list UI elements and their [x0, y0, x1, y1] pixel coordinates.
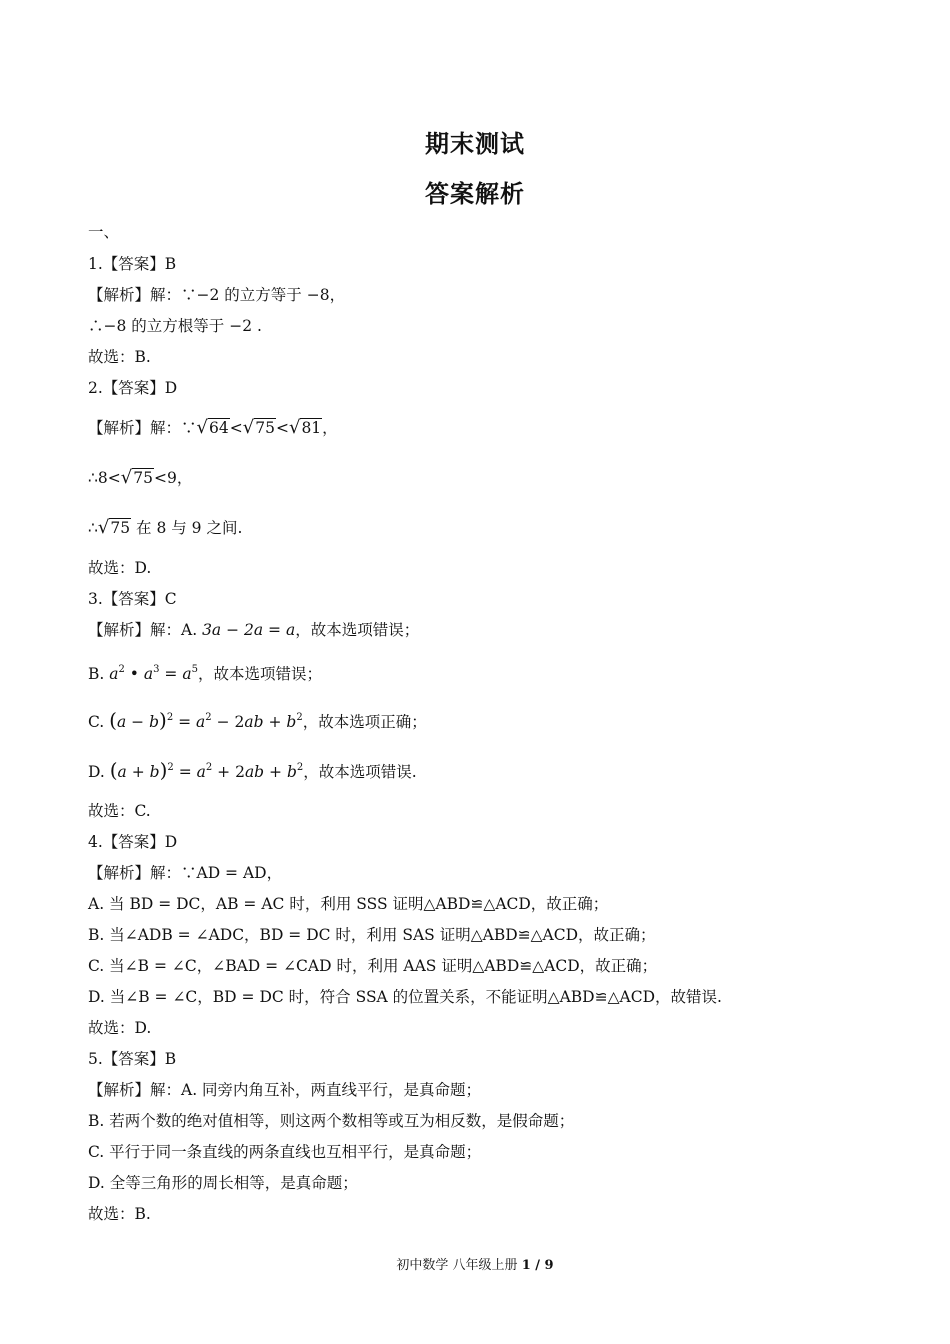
- num-9: 9: [166, 469, 177, 487]
- comma: ，: [176, 469, 193, 487]
- q5-choose: 故选：B.: [88, 1205, 151, 1223]
- q3-option-d: D. $(a + b)^2 = a^2 + 2ab + b^2$，故本选项错误.: [88, 758, 417, 782]
- q2-analysis-line-2: [88, 468, 192, 488]
- q5-option-c: C. 平行于同一条直线的两条直线也互相平行，是真命题；: [88, 1143, 482, 1161]
- q5-option-d: D. 全等三角形的周长相等，是真命题；: [88, 1174, 358, 1192]
- q1-answer: 1.【答案】B: [88, 255, 177, 273]
- lt-sign: <: [229, 419, 243, 437]
- sqrt-75: √75: [97, 517, 131, 538]
- q4-option-c: C. 当∠B = ∠C，∠BAD = ∠CAD 时，利用 AAS 证明△ABD≌△ACD，故正确；: [88, 957, 658, 975]
- q4-answer: 4.【答案】D: [88, 833, 178, 851]
- q3-option-a: [88, 620, 419, 640]
- q2-answer: 2.【答案】D: [88, 379, 178, 397]
- q3-choose: 故选：C.: [88, 802, 151, 820]
- q2-analysis-line-1: [88, 418, 338, 438]
- q3-option-b: B. $a^2$ • $a^3 = a^5$，故本选项错误；: [88, 664, 322, 683]
- therefore-sign: ∴: [88, 519, 98, 537]
- q4-option-d: D. 当∠B = ∠C，BD = DC 时，符合 SSA 的位置关系，不能证明△ABD≌△ACD，故错误.: [88, 988, 722, 1006]
- q4-option-a: A. 当 BD = DC，AB = AC 时，利用 SSS 证明△ABD≌△ACD，故正确；: [88, 895, 609, 913]
- q1-analysis-line-2: ∴−8 的立方根等于 −2 .: [88, 317, 262, 335]
- sqrt-75: √75: [242, 417, 275, 438]
- comma: ，: [322, 419, 338, 437]
- q3-b-tail: ，故本选项错误；: [197, 665, 322, 683]
- page-number: 1 / 9: [521, 1258, 554, 1273]
- q4-choose: 故选：D.: [88, 1019, 152, 1037]
- q4-analysis: 【解析】解：∵AD = AD，: [88, 864, 283, 882]
- q5-answer: 5.【答案】B: [88, 1050, 177, 1068]
- q3-a-expr: 3a − 2a = a: [202, 621, 296, 639]
- q2-prefix: 【解析】解：∵: [88, 419, 197, 437]
- q2-between-text: 在 8 与 9 之间.: [131, 519, 243, 537]
- sqrt-64: √64: [196, 417, 229, 438]
- footer-text: 初中数学 八年级上册: [396, 1258, 522, 1273]
- q3-d-tail: ，故本选项错误.: [303, 763, 417, 781]
- q3-answer: 3.【答案】C: [88, 590, 177, 608]
- lt-sign: <: [153, 469, 167, 487]
- q1-analysis-line-1: [88, 285, 345, 305]
- q2-analysis-line-3: [88, 518, 242, 538]
- page-subtitle: 答案解析: [425, 180, 525, 208]
- lt-sign: <: [107, 469, 121, 487]
- q3-c-tail: ，故本选项正确；: [302, 713, 427, 731]
- q1-line1-mid: −2 的立方等于 −8，: [196, 286, 346, 304]
- num-8: 8: [97, 469, 108, 487]
- q5-option-a: 【解析】解：A. 同旁内角互补，两直线平行，是真命题；: [88, 1081, 482, 1099]
- q1-prefix: 【解析】解：∵: [88, 286, 197, 304]
- page-title: 期末测试: [425, 130, 525, 158]
- q5-option-b: B. 若两个数的绝对值相等，则这两个数相等或互为相反数，是假命题；: [88, 1112, 575, 1130]
- page-footer: [0, 1254, 950, 1273]
- section-label: 一、: [88, 223, 120, 241]
- q2-choose: 故选：D.: [88, 559, 152, 577]
- q3-option-c: C. $(a - b)^2 = a^2 - 2ab + b^2$，故本选项正确；: [88, 708, 427, 732]
- q4-option-b: B. 当∠ADB = ∠ADC，BD = DC 时，利用 SAS 证明△ABD≌△ACD，故正确；: [88, 926, 656, 944]
- sqrt-75: √75: [120, 467, 153, 488]
- q3-prefix: 【解析】解：A.: [88, 621, 203, 639]
- sqrt-81: √81: [288, 417, 322, 438]
- therefore-sign: ∴: [88, 469, 98, 487]
- lt-sign: <: [275, 419, 289, 437]
- q3-a-tail: ，故本选项错误；: [295, 621, 420, 639]
- q1-choose: 故选：B.: [88, 348, 151, 366]
